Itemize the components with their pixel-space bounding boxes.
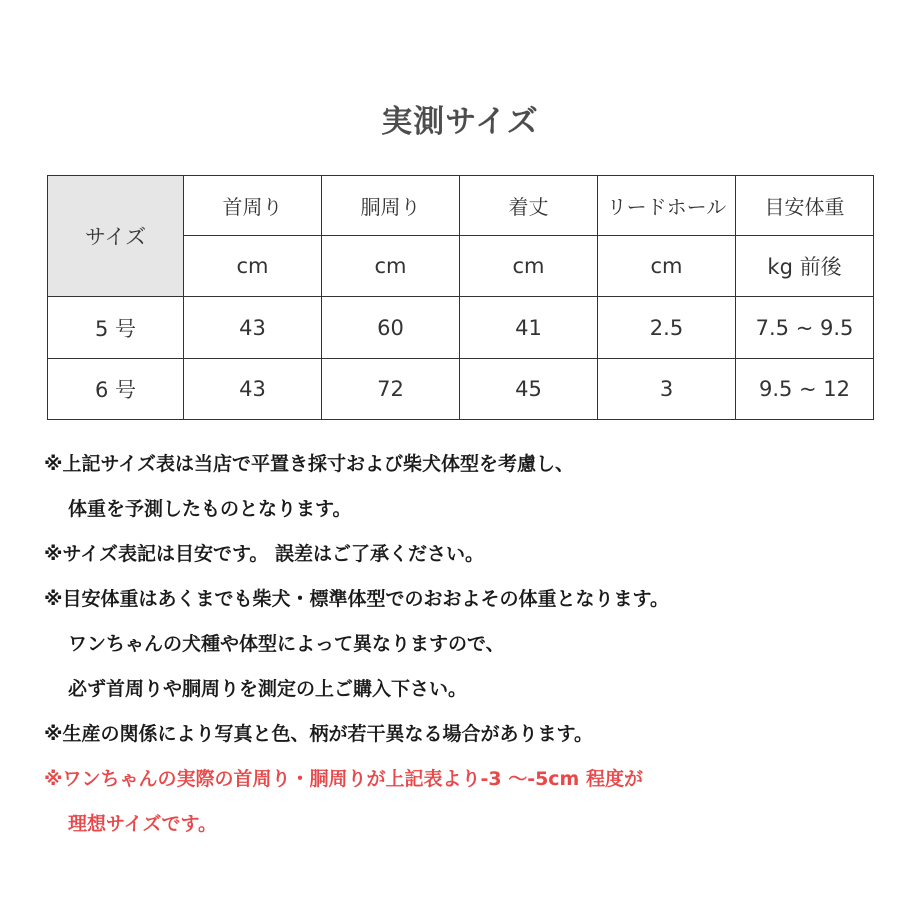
note-line: ※サイズ表記は目安です。 誤差はご了承ください。	[44, 543, 485, 565]
unit-neck: cm	[184, 236, 322, 297]
header-neck: 首周り	[184, 176, 322, 236]
value-leash-hole: 3	[598, 359, 736, 420]
value-neck: 43	[184, 359, 322, 420]
value-chest: 72	[322, 359, 460, 420]
note-line: 必ず首周りや胴周りを測定の上ご購入下さい。	[68, 678, 468, 700]
unit-leash-hole: cm	[598, 236, 736, 297]
size-cell: 6 号	[48, 359, 184, 420]
table-row	[48, 359, 874, 420]
note-line: ワンちゃんの犬種や体型によって異なりますので、	[68, 633, 505, 655]
warning-note-line: ※ワンちゃんの実際の首周り・胴周りが上記表より-3 ～-5cm 程度が	[44, 768, 643, 790]
value-leash-hole: 2.5	[598, 297, 736, 359]
unit-weight: kg 前後	[736, 236, 874, 297]
notes-section	[44, 446, 904, 851]
header-chest: 胴周り	[322, 176, 460, 236]
value-neck: 43	[184, 297, 322, 359]
value-weight: 7.5 ~ 9.5	[736, 297, 874, 359]
page-title: 実測サイズ	[381, 104, 539, 140]
size-cell: 5 号	[48, 297, 184, 359]
header-leash-hole: リードホール	[598, 176, 736, 236]
header-weight: 目安体重	[736, 176, 874, 236]
value-weight: 9.5 ~ 12	[736, 359, 874, 420]
size-table	[47, 175, 874, 420]
table-row	[48, 297, 874, 359]
unit-length: cm	[460, 236, 598, 297]
note-line: ※上記サイズ表は当店で平置き採寸および柴犬体型を考慮し、	[44, 453, 574, 475]
value-length: 45	[460, 359, 598, 420]
value-length: 41	[460, 297, 598, 359]
note-line: 体重を予測したものとなります。	[68, 498, 352, 520]
note-line: ※目安体重はあくまでも柴犬・標準体型でのおおよその体重となります。	[44, 588, 669, 610]
warning-note-line: 理想サイズです。	[68, 813, 217, 835]
header-row	[48, 176, 874, 236]
size-header-cell: サイズ	[48, 176, 184, 297]
unit-chest: cm	[322, 236, 460, 297]
header-length: 着丈	[460, 176, 598, 236]
value-chest: 60	[322, 297, 460, 359]
note-line: ※生産の関係により写真と色、柄が若干異なる場合があります。	[44, 723, 593, 745]
